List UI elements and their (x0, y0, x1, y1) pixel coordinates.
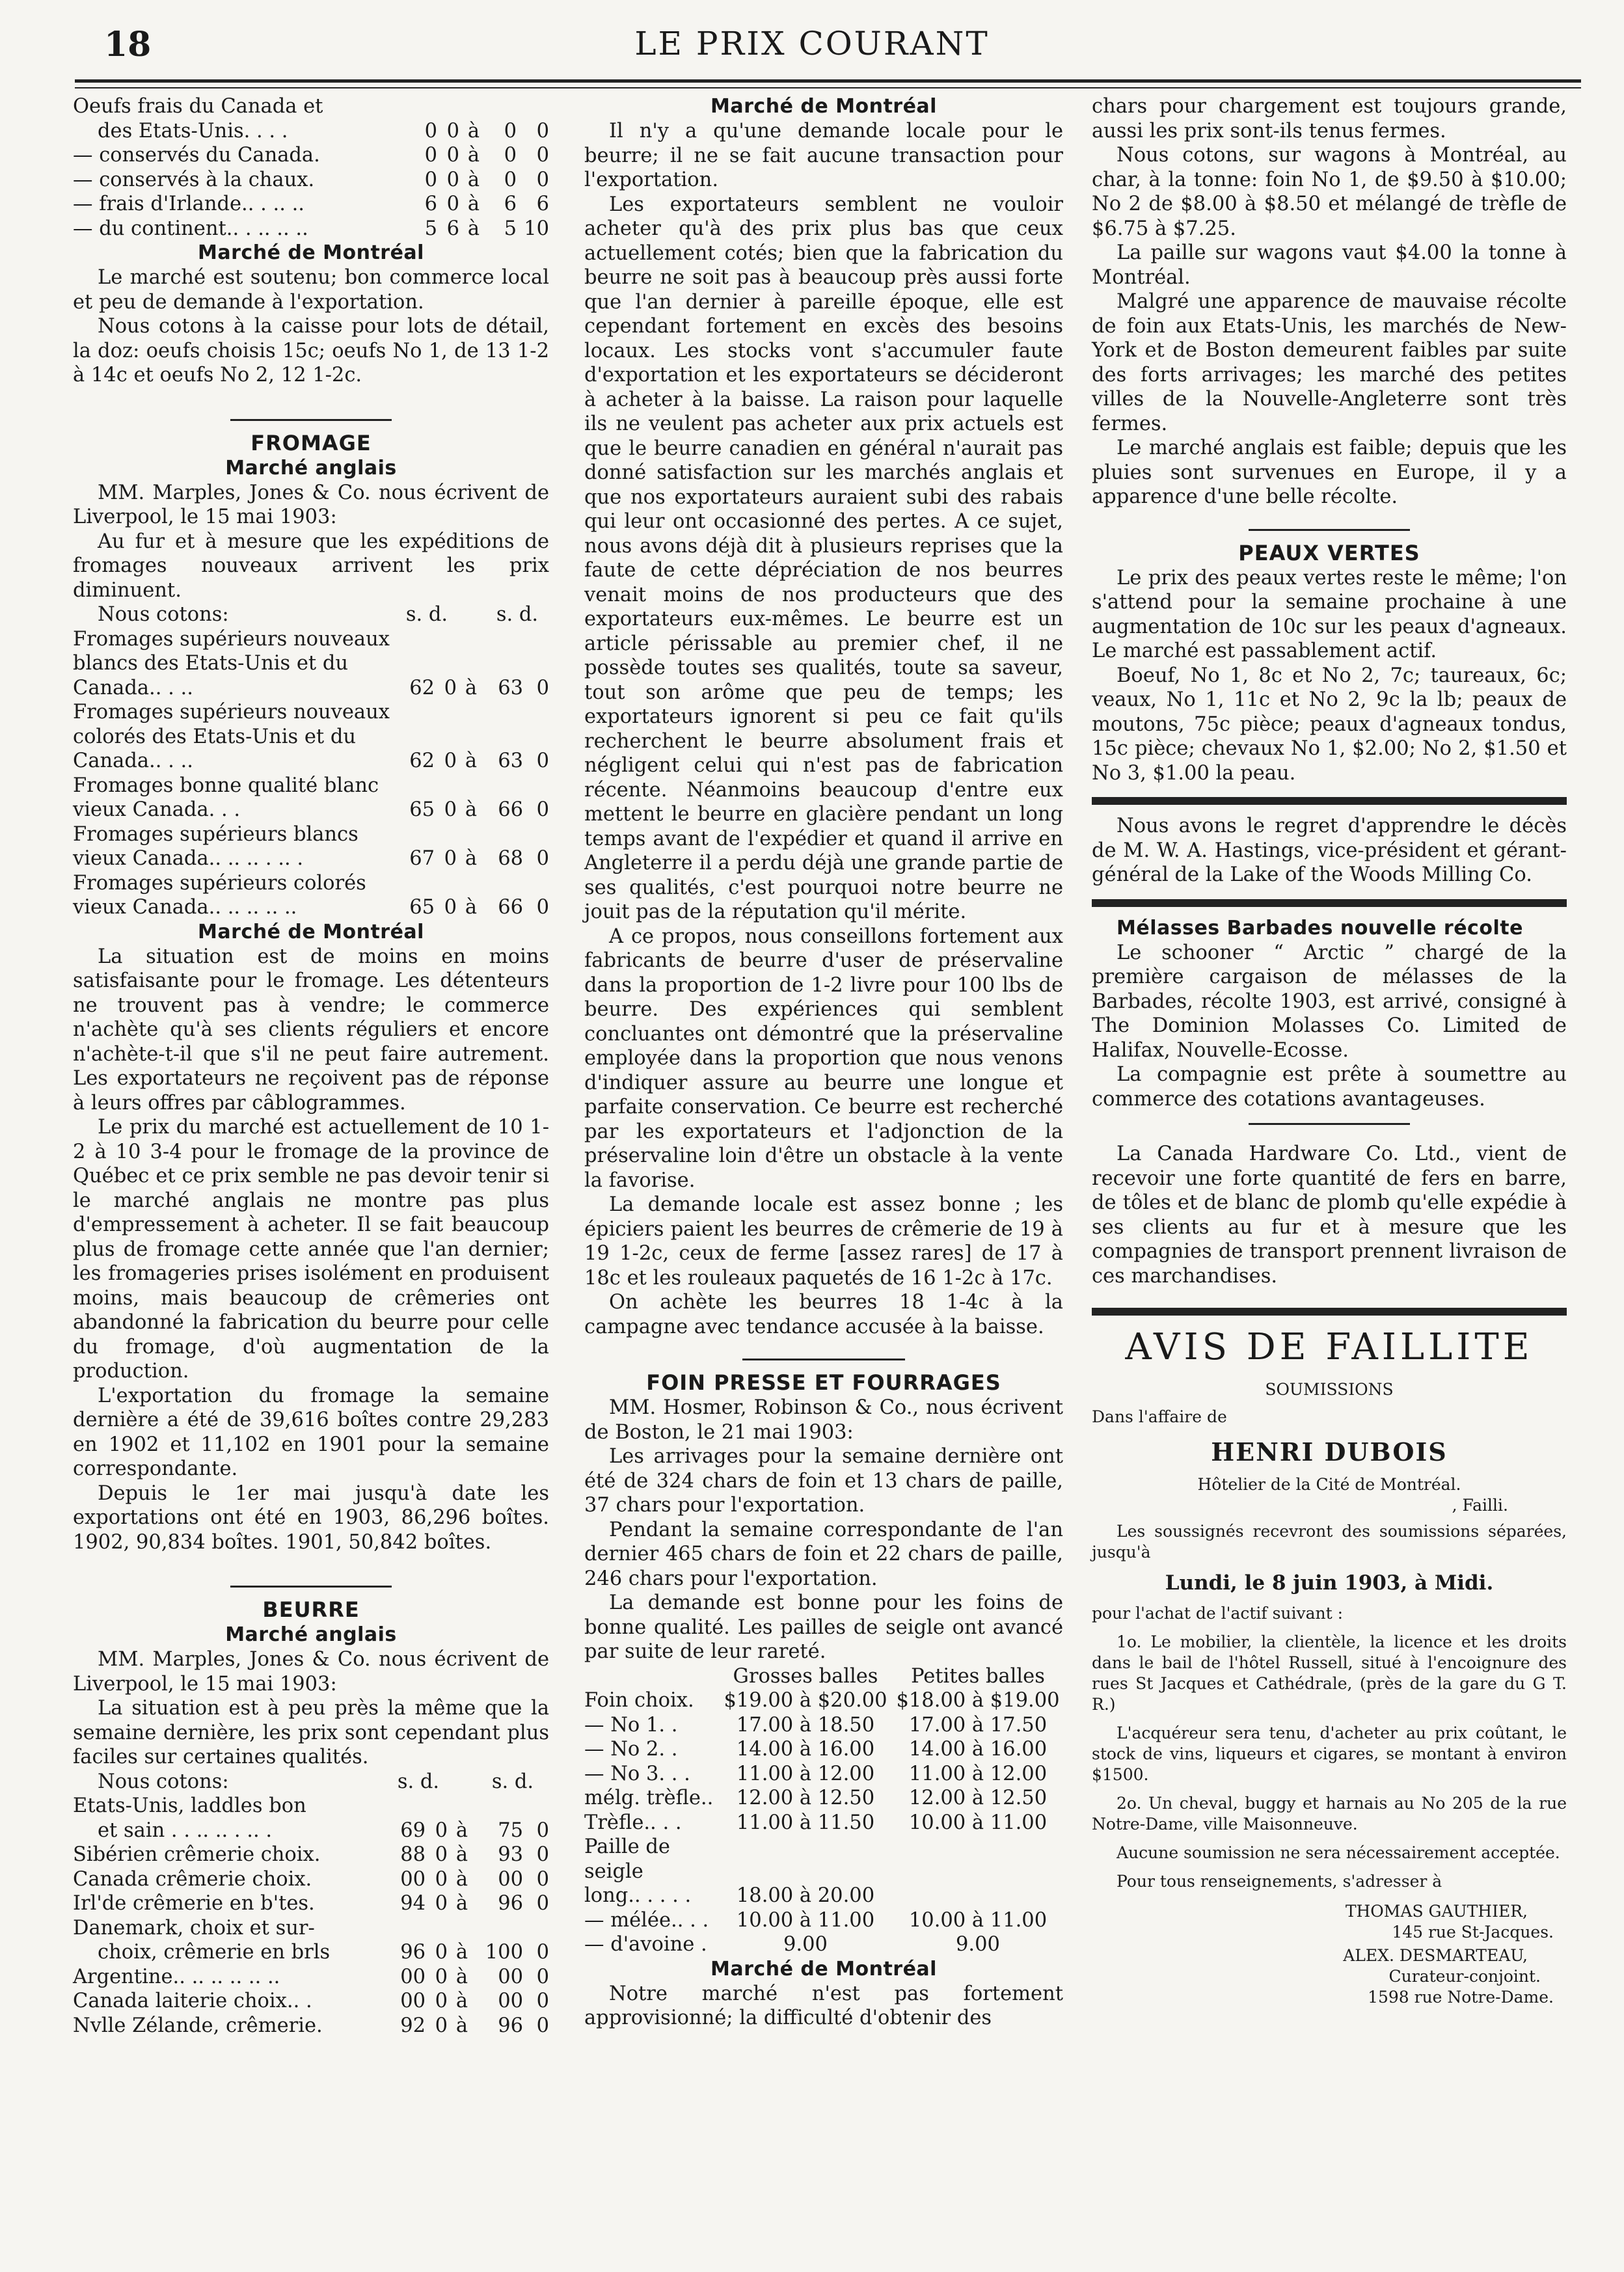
price-cell: 0 (536, 676, 549, 699)
section-divider (230, 419, 392, 421)
table-row (73, 1965, 549, 1990)
price-cell (426, 1794, 448, 1819)
auction-date: Lundi, le 8 juin 1903, à Midi. (1165, 1571, 1494, 1595)
column-1 (73, 94, 549, 2038)
row-label: Foin choix. (584, 1689, 694, 1712)
range-separator: à (455, 1892, 468, 1915)
peaux-paragraph: Le prix des peaux vertes reste le même; l'on s'attend pour la semaine prochaine à une augmentation de 10c sur les peaux d'agneaux. Le marché est passablement actif. (1092, 566, 1567, 662)
fromage-cotons-label: Nous cotons: (98, 603, 229, 626)
table-row (584, 1737, 1063, 1762)
intro-paragraph: Les soussignés recevront des soumissions séparées, jusqu'à (1092, 1522, 1567, 1562)
row-label: et sain . . .. .. . .. . (98, 1819, 273, 1842)
fromage-paragraph: Au fur et à mesure que les expéditions de fromages nouveaux arrivent les prix diminuent. (73, 530, 549, 602)
beurre-montreal-paragraph: On achète les beurres 18 1-4c à la campagne avec tendance accusée à la baisse. (584, 1291, 1063, 1338)
eggs-montreal-heading: Marché de Montréal (198, 241, 424, 264)
beurre-paragraph: La situation est à peu près la même que la semaine dernière, les prix sont cependant plus faciles sur certaines qualités. (73, 1697, 549, 1768)
price-cell: 0 (446, 119, 459, 142)
foin-title: FOIN PRESSE ET FOURRAGES (646, 1370, 1001, 1395)
row-label: des Etats-Unis. . . . (98, 119, 288, 142)
price-cell: 0 (536, 1819, 549, 1842)
price-cell: 68 (498, 847, 523, 870)
table-row (73, 1891, 549, 1916)
row-label: Argentine.. .. .. .. .. .. (73, 1965, 280, 1988)
price-cell: 10 (524, 217, 549, 240)
range-separator: à (455, 2014, 468, 2037)
price-cell: 92 (400, 2014, 426, 2037)
price-cell: 11.00 à 12.00 (908, 1762, 1048, 1785)
header-rule (75, 79, 1581, 83)
price-cell (523, 1794, 549, 1819)
price-cell: 6 (536, 193, 549, 215)
price-cell (389, 1794, 426, 1819)
aucune-paragraph: Aucune soumission ne sera nécessairement acceptée. (1116, 1843, 1560, 1862)
beurre-paragraph: MM. Marples, Jones & Co. nous écrivent de Liverpool, le 15 mai 1903: (73, 1648, 549, 1696)
price-cell: 10.00 à 11.00 (908, 1908, 1048, 1932)
page-header (0, 0, 1624, 72)
price-cell: 11.00 à 11.50 (736, 1811, 875, 1834)
foin-paragraph: Les arrivages pour la semaine dernière ont été de 324 chars de foin et 13 chars de paille, 37 chars pour l'exportation. (584, 1445, 1063, 1517)
beurre-montreal-paragraph: Les exportateurs semblent ne vouloir acheter qu'à des prix plus bas que ceux actuellement cotés; bien que la fabrication du beurre ne soit pas à beaucoup près aussi forte que l'an dernier à pareille époque, elle est cependant fortement en excès des besoins locaux. Les stocks vont s'accumuler faute d'exportation et les exportateurs se décideront à acheter à la baisse. La raison pour laquelle ils ne veulent pas acheter aux prix actuels est que le beurre canadien en général n'aurait pas donné satisfaction sur les marchés anglais et que nos exportateurs auraient subi des rabais qui leur ont occasionné des pertes. A ce sujet, nous avons déjà dit à plusieurs reprises que la faute de cette dépréciation de nos beurres venait moins de nos producteurs que des exportateurs eux-mêmes. Le beurre est un article périssable au premier chef, il ne possède toutes ses qualités, toute sa saveur, tout son arôme que peu de temps; les exportateurs ignorent si peu ce fait qu'ils recherchent le beurre absolument frais et négligent celui qui n'est pas de fabrication récente. Néanmoins beaucoup d'entre eux mettent le beurre en glacière pendant un long temps avant de l'expédier et quand il arrive en Angleterre il a perdu déjà une grande partie de ses qualités, c'est pourquoi notre beurre ne jouit pas de la réputation qu'il mérite. (584, 193, 1063, 923)
soumissions-label: SOUMISSIONS (1265, 1380, 1394, 1399)
sd-header: s. d. (397, 1770, 440, 1793)
range-separator: à (467, 119, 480, 142)
price-cell: 0 (536, 1843, 549, 1866)
fromage-montreal-paragraph: L'exportation du fromage la semaine dernière a été de 39,616 boîtes contre 29,283 en 1902 et 11,102 en 1901 pour la semaine correspondante. (73, 1384, 549, 1480)
melasses-paragraph: La compagnie est prête à soumettre au commerce des cotations avantageuses. (1092, 1063, 1567, 1111)
signature-1-name: THOMAS GAUTHIER, (1345, 1902, 1528, 1921)
table-row (73, 627, 549, 701)
foin-paragraph: La demande est bonne pour les foins de bonne qualité. Les pailles de seigle ont avancé par suite de leur rareté. (584, 1591, 1063, 1663)
beurre-montreal-paragraph: La demande locale est assez bonne ; les épiciers paient les beurres de crêmerie de 19 à 19 1-2c, ceux de ferme [assez rares] de 17 à 18c et les rouleaux paquetés de 16 1-2c à 17c. (584, 1193, 1063, 1290)
foin-cont-paragraph: La paille sur wagons vaut $4.00 la tonne à Montréal. (1092, 241, 1567, 289)
price-cell: 6 (424, 193, 437, 215)
price-cell: 0 (444, 750, 457, 772)
melasses-title: Mélasses Barbades nouvelle récolte (1116, 916, 1523, 940)
row-label: Fromages supérieurs blancs vieux Canada.. .. .. . .. . (73, 822, 359, 870)
price-cell: 96 (498, 2014, 523, 2037)
price-cell: 0 (536, 2014, 549, 2037)
foin-cont-paragraph: Malgré une apparence de mauvaise récolte de foin aux Etats-Unis, les marchés de New-York et de Boston demeurent faibles par suite des forts arrivages; les marché des petites villes de la Nouvelle-Angleterre sont très fermes. (1092, 290, 1567, 435)
row-label: — d'avoine . (584, 1933, 707, 1956)
price-cell: 0 (444, 896, 457, 919)
row-label: long.. . . . . (584, 1884, 692, 1907)
price-cell (409, 94, 437, 119)
price-cell: 12.00 à 12.50 (908, 1787, 1048, 1809)
signature-2-address: 1598 rue Notre-Dame. (1368, 1988, 1554, 2007)
price-cell: 0 (504, 144, 517, 167)
price-cell: 0 (444, 847, 457, 870)
price-cell: 0 (446, 144, 459, 167)
price-cell: 96 (400, 1941, 426, 1964)
range-separator (459, 94, 488, 119)
section-divider (230, 1586, 392, 1588)
table-row (73, 217, 549, 241)
row-label: — No 2. . (584, 1738, 678, 1761)
price-cell: 66 (498, 798, 523, 821)
price-cell: 0 (536, 119, 549, 142)
table-row (584, 1762, 1063, 1787)
foin-col-header: Grosses balles (733, 1664, 878, 1688)
foin-paragraph: MM. Hosmer, Robinson & Co., nous écrivent de Boston, le 21 mai 1903: (584, 1396, 1063, 1444)
price-cell: 6 (504, 193, 517, 215)
row-label: Irl'de crêmerie en b'tes. (73, 1892, 315, 1915)
price-cell (893, 1835, 1063, 1884)
fromage-paragraph: MM. Marples, Jones & Co. nous écrivent de Liverpool, le 15 mai 1903: (73, 481, 549, 528)
table-row (73, 119, 549, 144)
price-cell (488, 94, 517, 119)
price-cell: 0 (435, 1819, 448, 1842)
range-separator (448, 1794, 476, 1819)
foin-cont-paragraph: Nous cotons, sur wagons à Montréal, au char, à la tonne: foin No 1, de $9.50 à $10.00; No 2 de $8.00 à $8.50 et mélangé de trèfle de $6.75 à $7.25. (1092, 144, 1567, 240)
price-cell: 0 (536, 168, 549, 191)
bankrupt-name: HENRI DUBOIS (1211, 1437, 1448, 1467)
price-cell (523, 1916, 549, 1941)
beurre-anglais-heading: Marché anglais (225, 1623, 397, 1646)
price-cell: 69 (400, 1819, 426, 1842)
price-cell: 0 (435, 1990, 448, 2012)
price-cell: 63 (498, 750, 523, 772)
price-cell: 5 (424, 217, 437, 240)
price-cell: 0 (435, 1843, 448, 1866)
sd-header: s. d. (491, 1770, 534, 1793)
beurre-price-table (73, 1770, 549, 2038)
price-cell: 0 (536, 1867, 549, 1891)
price-cell: 00 (400, 1990, 426, 2012)
hastings-paragraph: Nous avons le regret d'apprendre le décès de M. W. A. Hastings, vice-président et gérant-général de la Lake of the Woods Milling Co. (1092, 815, 1567, 886)
row-label: Fromages supérieurs nouveaux blancs des Etats-Unis et du Canada.. . .. (73, 627, 390, 699)
price-cell: 9.00 (783, 1933, 828, 1956)
price-cell: 18.00 à 20.00 (736, 1884, 875, 1907)
price-cell: 0 (424, 168, 437, 191)
price-cell: 14.00 à 16.00 (736, 1738, 875, 1761)
foin-cont-paragraph: chars pour chargement est toujours grande, aussi les prix sont-ils tenus fermes. (1092, 95, 1567, 142)
foin-paragraph: Pendant la semaine correspondante de l'an dernier 465 chars de foin et 22 chars de paille, 246 chars pour l'exportation. (584, 1518, 1063, 1590)
table-row (73, 168, 549, 193)
section-divider (742, 1359, 905, 1360)
price-cell: 0 (536, 1892, 549, 1915)
renseignements-line: Pour tous renseignements, s'adresser à (1116, 1872, 1442, 1891)
price-cell: 0 (424, 119, 437, 142)
table-row (584, 1713, 1063, 1738)
column-3 (1092, 94, 1567, 2008)
signature-1-address: 145 rue St-Jacques. (1392, 1923, 1554, 1941)
price-cell: 0 (424, 144, 437, 167)
row-label: Danemark, choix et sur- (73, 1916, 315, 1940)
signature-2-name: ALEX. DESMARTEAU, (1343, 1946, 1528, 1965)
range-separator (448, 1916, 476, 1941)
row-label: — du continent.. . .. .. .. (73, 217, 308, 240)
price-cell: $19.00 à $20.00 (724, 1689, 887, 1712)
table-row (73, 143, 549, 168)
row-label: — conservés du Canada. (73, 144, 320, 167)
sd-header: s. d. (405, 603, 448, 626)
fromage-anglais-heading: Marché anglais (225, 456, 397, 480)
table-row (584, 1835, 1063, 1884)
foin-montreal-heading: Marché de Montréal (710, 1957, 937, 1981)
section-divider (1249, 1123, 1410, 1125)
price-cell: 0 (444, 676, 457, 699)
eggs-price-table (73, 94, 549, 241)
price-cell: 0 (504, 119, 517, 142)
foin-montreal-paragraph: Notre marché n'est pas fortement approvisionné; la difficulté d'obtenir des (584, 1982, 1063, 2029)
beurre-cotons-label: Nous cotons: (98, 1770, 229, 1793)
table-row (584, 1884, 1063, 1908)
price-cell: 17.00 à 18.50 (736, 1713, 875, 1737)
price-cell: 62 (409, 750, 435, 772)
foin-col-header (584, 1664, 718, 1689)
price-cell: 0 (446, 168, 459, 191)
foin-cont-paragraph: Le marché anglais est faible; depuis que les pluies sont survenues en Europe, il y a apparence d'une belle récolte. (1092, 437, 1567, 508)
range-separator: à (467, 217, 480, 240)
fromage-price-table (73, 602, 549, 920)
row-label: Trèfle.. . . (584, 1811, 682, 1834)
beurre-montreal-paragraph: A ce propos, nous conseillons fortement aux fabricants de beurre d'user de préservaline dans la proportion de 1-2 livre pour 100 lbs de beurre. Des expériences qui semblent concluantes ont démontré que la préservaline employée dans la proportion que nous venons d'indiquer assure au beurre une longue et parfaite conservation. Ce beurre est recherché par les exportateurs et l'adjonction de la préservaline loin d'être un obstacle à la vente la favorise. (584, 925, 1063, 1192)
table-row (73, 774, 549, 822)
price-cell: 0 (435, 1941, 448, 1964)
price-cell: 88 (400, 1843, 426, 1866)
table-row (73, 822, 549, 871)
row-label: Fromages supérieurs colorés vieux Canada.. .. .. .. .. (73, 871, 366, 919)
price-cell: 0 (536, 750, 549, 772)
price-cell: 0 (435, 2014, 448, 2037)
row-label: Nvlle Zélande, crêmerie. (73, 2014, 323, 2037)
price-cell: $18.00 à $19.00 (896, 1689, 1060, 1712)
price-cell: 00 (498, 1867, 523, 1891)
range-separator: à (455, 1867, 468, 1891)
table-row (584, 1786, 1063, 1811)
price-cell: 100 (485, 1941, 523, 1964)
achat-line: pour l'achat de l'actif suivant : (1092, 1604, 1344, 1623)
price-cell: 10.00 à 11.00 (908, 1811, 1048, 1834)
hardware-paragraph: La Canada Hardware Co. Ltd., vient de recevoir une forte quantité de fers en barre, de tôles et de blanc de plomb qu'elle expédie à ses clients au fur et à mesure que les compagnies de transport prennent livraison de ces marchandises. (1092, 1143, 1567, 1288)
price-cell: 0 (435, 1965, 448, 1988)
table-row (73, 1916, 549, 1941)
price-cell (389, 1916, 426, 1941)
price-cell: 6 (446, 217, 459, 240)
price-cell: 0 (446, 193, 459, 215)
table-row (584, 1908, 1063, 1933)
journal-title: LE PRIX COURANT (634, 25, 990, 62)
row-label: — No 3. . . (584, 1762, 690, 1785)
table-row (73, 1867, 549, 1892)
peaux-paragraph: Boeuf, No 1, 8c et No 2, 7c; taureaux, 6c; veaux, No 1, 11c et No 2, 9c la lb; peaux de moutons, 75c pièce; peaux d'agneaux tondus, 15c pièce; chevaux No 1, $2.00; No 2, $1.50 et No 3, $1.00 la peau. (1092, 664, 1567, 785)
range-separator: à (455, 1965, 468, 1988)
price-cell (476, 1916, 523, 1941)
avis-title: AVIS DE FAILLITE (1125, 1326, 1534, 1368)
peaux-title: PEAUX VERTES (1238, 540, 1420, 565)
thick-divider (1092, 1308, 1567, 1316)
price-cell (718, 1835, 893, 1884)
price-cell: 00 (400, 1867, 426, 1891)
price-cell (893, 1884, 1063, 1908)
range-separator: à (467, 144, 480, 167)
range-separator: à (455, 1843, 468, 1866)
affaire-label: Dans l'affaire de (1092, 1407, 1227, 1426)
price-cell: 17.00 à 17.50 (908, 1713, 1048, 1737)
section-divider (1249, 529, 1410, 531)
price-cell: 63 (498, 676, 523, 699)
price-cell: 96 (498, 1892, 523, 1915)
price-cell: 66 (498, 896, 523, 919)
table-row (73, 1940, 549, 1965)
thick-divider (1092, 899, 1567, 907)
row-label: — mélée.. . . (584, 1908, 709, 1932)
range-separator: à (465, 676, 478, 699)
price-cell (426, 1916, 448, 1941)
table-row (584, 1811, 1063, 1835)
price-cell (517, 94, 549, 119)
row-label: Fromages supérieurs nouveaux colorés des Etats-Unis et du Canada.. . .. (73, 701, 390, 772)
row-label: Fromages bonne qualité blanc vieux Canada. . . (73, 774, 379, 821)
price-cell: 0 (536, 798, 549, 821)
price-cell: 62 (409, 676, 435, 699)
range-separator: à (465, 847, 478, 870)
column-2 (584, 94, 1063, 2031)
hotelier-label: Hôtelier de la Cité de Montréal. (1197, 1475, 1461, 1494)
price-cell: 94 (400, 1892, 426, 1915)
beurre-title: BEURRE (262, 1597, 360, 1622)
range-separator: à (465, 750, 478, 772)
beurre-montreal-heading: Marché de Montréal (710, 95, 937, 118)
eggs-montreal-paragraph: Nous cotons à la caisse pour lots de détail, la doz: oeufs choisis 15c; oeufs No 1, de 13 1-2 à 14c et oeufs No 2, 12 1-2c. (73, 315, 549, 386)
price-cell: 65 (409, 896, 435, 919)
price-cell: 93 (498, 1843, 523, 1866)
price-cell: 00 (400, 1965, 426, 1988)
row-label: Canada laiterie choix.. . (73, 1990, 312, 2012)
row-label: choix, crêmerie en brls (98, 1941, 331, 1964)
row-label: Sibérien crêmerie choix. (73, 1843, 321, 1866)
eggs-montreal-paragraph: Le marché est soutenu; bon commerce local et peu de demande à l'exportation. (73, 266, 549, 314)
table-row (73, 700, 549, 774)
price-cell: 0 (536, 1965, 549, 1988)
price-cell: 10.00 à 11.00 (736, 1908, 875, 1932)
range-separator: à (455, 1941, 468, 1964)
row-label: mélg. trèfle.. (584, 1787, 714, 1809)
price-cell: 00 (498, 1990, 523, 2012)
range-separator: à (467, 193, 480, 215)
range-separator: à (465, 896, 478, 919)
failli-label: , Failli. (1452, 1496, 1508, 1515)
page-number: 18 (104, 25, 152, 64)
table-row (584, 1932, 1063, 1957)
price-cell: 0 (536, 847, 549, 870)
price-cell: 0 (536, 1941, 549, 1964)
table-row (73, 1819, 549, 1843)
foin-col-header: Petites balles (911, 1664, 1045, 1688)
fromage-montreal-paragraph: Le prix du marché est actuellement de 10 1-2 à 10 3-4 pour le fromage de la province de Québec et ce prix semble ne pas devoir tenir si le marché anglais ne montre pas plus d'empressement à acheter. Il se fait beaucoup plus de fromage cette année que l'an dernier; les fromageries prises isolément en produisent moins, mais beaucoup de crêmeries ont abandonné la fabrication du beurre pour celle du fromage, d'où augmentation de la production. (73, 1116, 549, 1383)
header-rule-thin (75, 87, 1581, 88)
row-label: Paille de seigle (584, 1835, 670, 1883)
range-separator: à (465, 798, 478, 821)
price-cell: 0 (536, 1990, 549, 2012)
foin-price-table (584, 1664, 1063, 1957)
table-row (73, 94, 549, 119)
table-row (73, 192, 549, 217)
price-cell: 67 (409, 847, 435, 870)
range-separator: à (467, 168, 480, 191)
price-cell: 12.00 à 12.50 (736, 1787, 875, 1809)
row-label: — No 1. . (584, 1713, 678, 1737)
melasses-paragraph: Le schooner “ Arctic ” chargé de la première cargaison de mélasses de la Barbades, récolte 1903, est arrivé, consigné à The Dominion Molasses Co. Limited de Halifax, Nouvelle-Ecosse. (1092, 941, 1567, 1062)
row-label: Canada crêmerie choix. (73, 1867, 312, 1891)
price-cell: 75 (498, 1819, 523, 1842)
price-cell: 0 (536, 144, 549, 167)
row-label: Etats-Unis, laddles bon (73, 1794, 306, 1817)
table-row (73, 2014, 549, 2038)
price-cell: 65 (409, 798, 435, 821)
row-label: — frais d'Irlande.. . .. .. (73, 193, 304, 215)
beurre-montreal-paragraph: Il n'y a qu'une demande locale pour le beurre; il ne se fait aucune transaction pour l'exportation. (584, 120, 1063, 191)
table-row (584, 1688, 1063, 1713)
price-cell: 0 (536, 896, 549, 919)
price-cell: 14.00 à 16.00 (908, 1738, 1048, 1761)
item-1: 1o. Le mobilier, la clientèle, la licence et les droits dans le bail de l'hôtel Russell, situé à l'encoignure des rues St Jacques et Cathédrale, (près de la gare du G T. R.) (1092, 1632, 1567, 1714)
row-label: — conservés à la chaux. (73, 168, 315, 191)
fromage-montreal-paragraph: Depuis le 1er mai jusqu'à date les exportations ont été en 1903, 86,296 boîtes. 1902, 90,834 boîtes. 1901, 50,842 boîtes. (73, 1481, 549, 1554)
price-cell: 0 (435, 1892, 448, 1915)
price-cell: 11.00 à 12.00 (736, 1762, 875, 1785)
range-separator: à (455, 1819, 468, 1842)
fromage-montreal-heading: Marché de Montréal (198, 920, 424, 943)
acquereur-paragraph: L'acquéreur sera tenu, d'acheter au prix coûtant, le stock de vins, liqueurs et cigares, se montant à environ $1500. (1092, 1724, 1567, 1784)
sd-header: s. d. (496, 603, 539, 626)
price-cell (476, 1794, 523, 1819)
price-cell: 00 (498, 1965, 523, 1988)
price-cell: 0 (444, 798, 457, 821)
table-row (73, 1989, 549, 2014)
table-row (73, 1843, 549, 1867)
price-cell (437, 94, 459, 119)
item-2: 2o. Un cheval, buggy et harnais au No 205 de la rue Notre-Dame, ville Maisonneuve. (1092, 1794, 1567, 1833)
fromage-title: FROMAGE (250, 430, 372, 455)
table-row (73, 1794, 549, 1819)
price-cell: 0 (435, 1867, 448, 1891)
signature-2-role: Curateur-conjoint. (1388, 1967, 1541, 1986)
row-label: Oeufs frais du Canada et (73, 95, 323, 118)
price-cell: 5 (504, 217, 517, 240)
table-row (73, 871, 549, 920)
price-cell: 0 (504, 168, 517, 191)
fromage-montreal-paragraph: La situation est de moins en moins satisfaisante pour le fromage. Les détenteurs ne trouvent pas à vendre; le commerce n'achète qu'à ses clients réguliers et encore n'achète-t-il que s'il ne peut faire autrement. Les exportateurs ne reçoivent pas de réponse à leurs offres par câblogrammes. (73, 945, 549, 1115)
range-separator: à (455, 1990, 468, 2012)
price-cell: 9.00 (956, 1933, 1000, 1956)
thick-divider (1092, 797, 1567, 805)
